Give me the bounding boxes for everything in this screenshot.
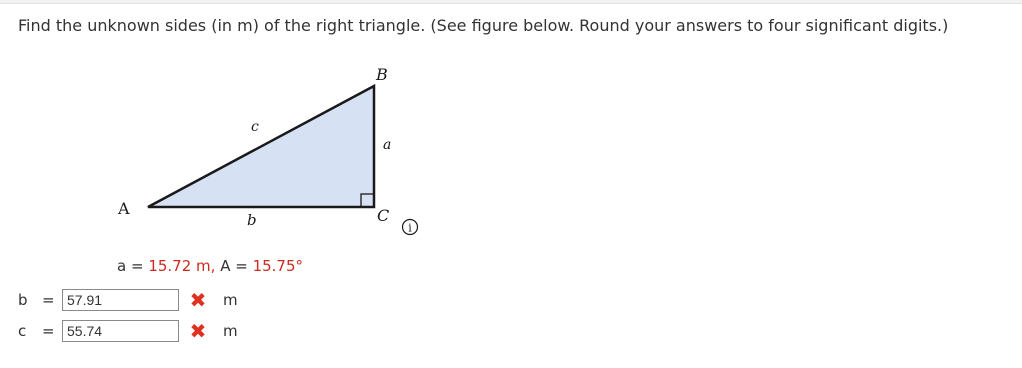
answer-b-equals: =	[42, 291, 55, 309]
info-circle-icon[interactable]	[403, 220, 418, 235]
svg-text:i: i	[408, 221, 412, 235]
answer-c-variable: c	[18, 322, 27, 340]
vertex-c-label: C	[377, 206, 390, 225]
answer-row-c	[18, 318, 238, 344]
vertex-b-label: B	[376, 65, 388, 84]
side-c-label: c	[251, 119, 259, 135]
triangle-shape	[148, 86, 374, 207]
wrong-x-icon: ✖	[189, 319, 207, 343]
given-angle-a-label: A =	[220, 257, 248, 275]
answer-row-b	[18, 287, 238, 313]
answer-b-input[interactable]	[62, 289, 179, 311]
answer-c-unit: m	[223, 322, 238, 340]
answer-c-input[interactable]	[62, 320, 179, 342]
answer-b-unit: m	[223, 291, 238, 309]
wrong-x-icon: ✖	[189, 288, 207, 312]
given-a-value: 15.72 m,	[148, 257, 216, 275]
vertex-a-label: A	[118, 199, 130, 218]
question-text: Find the unknown sides (in m) of the right triangle. (See figure below. Round your answers to four significant digits.)	[18, 16, 949, 35]
side-a-label: a	[383, 137, 392, 153]
given-values	[117, 257, 303, 275]
given-angle-a-value: 15.75°	[252, 257, 304, 275]
side-b-label: b	[247, 211, 257, 229]
answer-c-equals: =	[42, 322, 55, 340]
given-a-label: a =	[117, 257, 144, 275]
answer-b-variable: b	[18, 291, 28, 309]
